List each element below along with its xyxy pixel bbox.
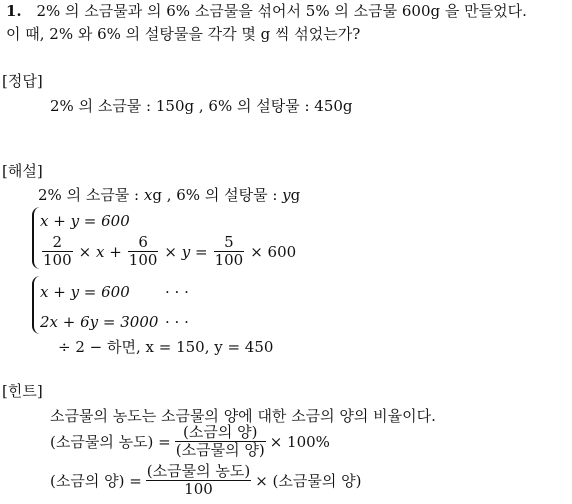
system-1-brace: [32, 207, 40, 269]
setup-text-c: g: [290, 186, 301, 204]
formula-1-fraction: [175, 424, 266, 459]
setup-text-b: g , 6% 의 설탕물 :: [152, 186, 283, 204]
system-2-eq-2-mark: · · ·: [165, 313, 189, 331]
fraction-numerator: (소금물의 농도): [146, 462, 251, 480]
solution-setup: [38, 186, 300, 204]
fraction-6-100: [128, 234, 159, 269]
fraction-2-100: [42, 234, 73, 269]
system-2-eq-2: 2x + 6y = 3000: [40, 313, 159, 331]
hint-header: [힌트]: [2, 382, 43, 400]
problem-number: 1.: [6, 2, 22, 20]
fraction-denominator: 100: [43, 251, 72, 269]
fraction-denominator: 100: [184, 480, 213, 498]
system-1-eq-1: x + y = 600: [40, 212, 130, 230]
system-2-brace: [32, 276, 40, 334]
eq-middle-2: × y =: [164, 242, 208, 261]
system-2-eq-1: x + y = 600: [40, 283, 130, 301]
answer-header: [정답]: [2, 72, 43, 90]
formula-1-rhs: × 100%: [269, 432, 330, 451]
fraction-denominator: (소금물의 양): [175, 441, 265, 459]
system-1-eq-2: [40, 234, 296, 269]
formula-2-rhs: × (소금물의 양): [255, 471, 362, 490]
formula-2-fraction: [146, 463, 251, 498]
eq-middle-1: × x +: [78, 242, 122, 261]
fraction-numerator: (소금의 양): [175, 424, 266, 442]
fraction-numerator: 6: [128, 234, 159, 252]
system-2-eq-1-mark: · · ·: [165, 283, 189, 301]
solution-header: [해설]: [2, 162, 43, 180]
hint-formula-1: [50, 424, 330, 459]
fraction-5-100: [214, 234, 245, 269]
hint-formula-2: [50, 463, 361, 498]
answer-text: 2% 의 소금물 : 150g , 6% 의 설탕물 : 450g: [50, 97, 353, 115]
fraction-numerator: 2: [42, 234, 73, 252]
setup-var-y: y: [282, 186, 291, 204]
setup-text-a: 2% 의 소금물 :: [38, 186, 144, 204]
formula-2-lhs: (소금의 양) =: [50, 471, 142, 490]
formula-1-lhs: (소금물의 농도) =: [50, 432, 171, 451]
problem-line-1: [6, 2, 527, 20]
problem-line-2: 이 때, 2% 와 6% 의 설탕물을 각각 몇 g 씩 섞었는가?: [6, 25, 361, 43]
problem-text-1: 2% 의 소금물과 의 6% 소금물을 섞어서 5% 의 소금물 600g 을 만들었다.: [36, 2, 527, 20]
fraction-denominator: 100: [214, 251, 244, 269]
setup-var-x: x: [143, 186, 153, 204]
eq-end: × 600: [250, 242, 297, 261]
solution-result: ÷ 2 − 하면, x = 150, y = 450: [58, 338, 274, 356]
fraction-numerator: 5: [214, 234, 245, 252]
fraction-denominator: 100: [128, 251, 158, 269]
hint-line-1: 소금물의 농도는 소금물의 양에 대한 소금의 양의 비율이다.: [50, 407, 436, 425]
